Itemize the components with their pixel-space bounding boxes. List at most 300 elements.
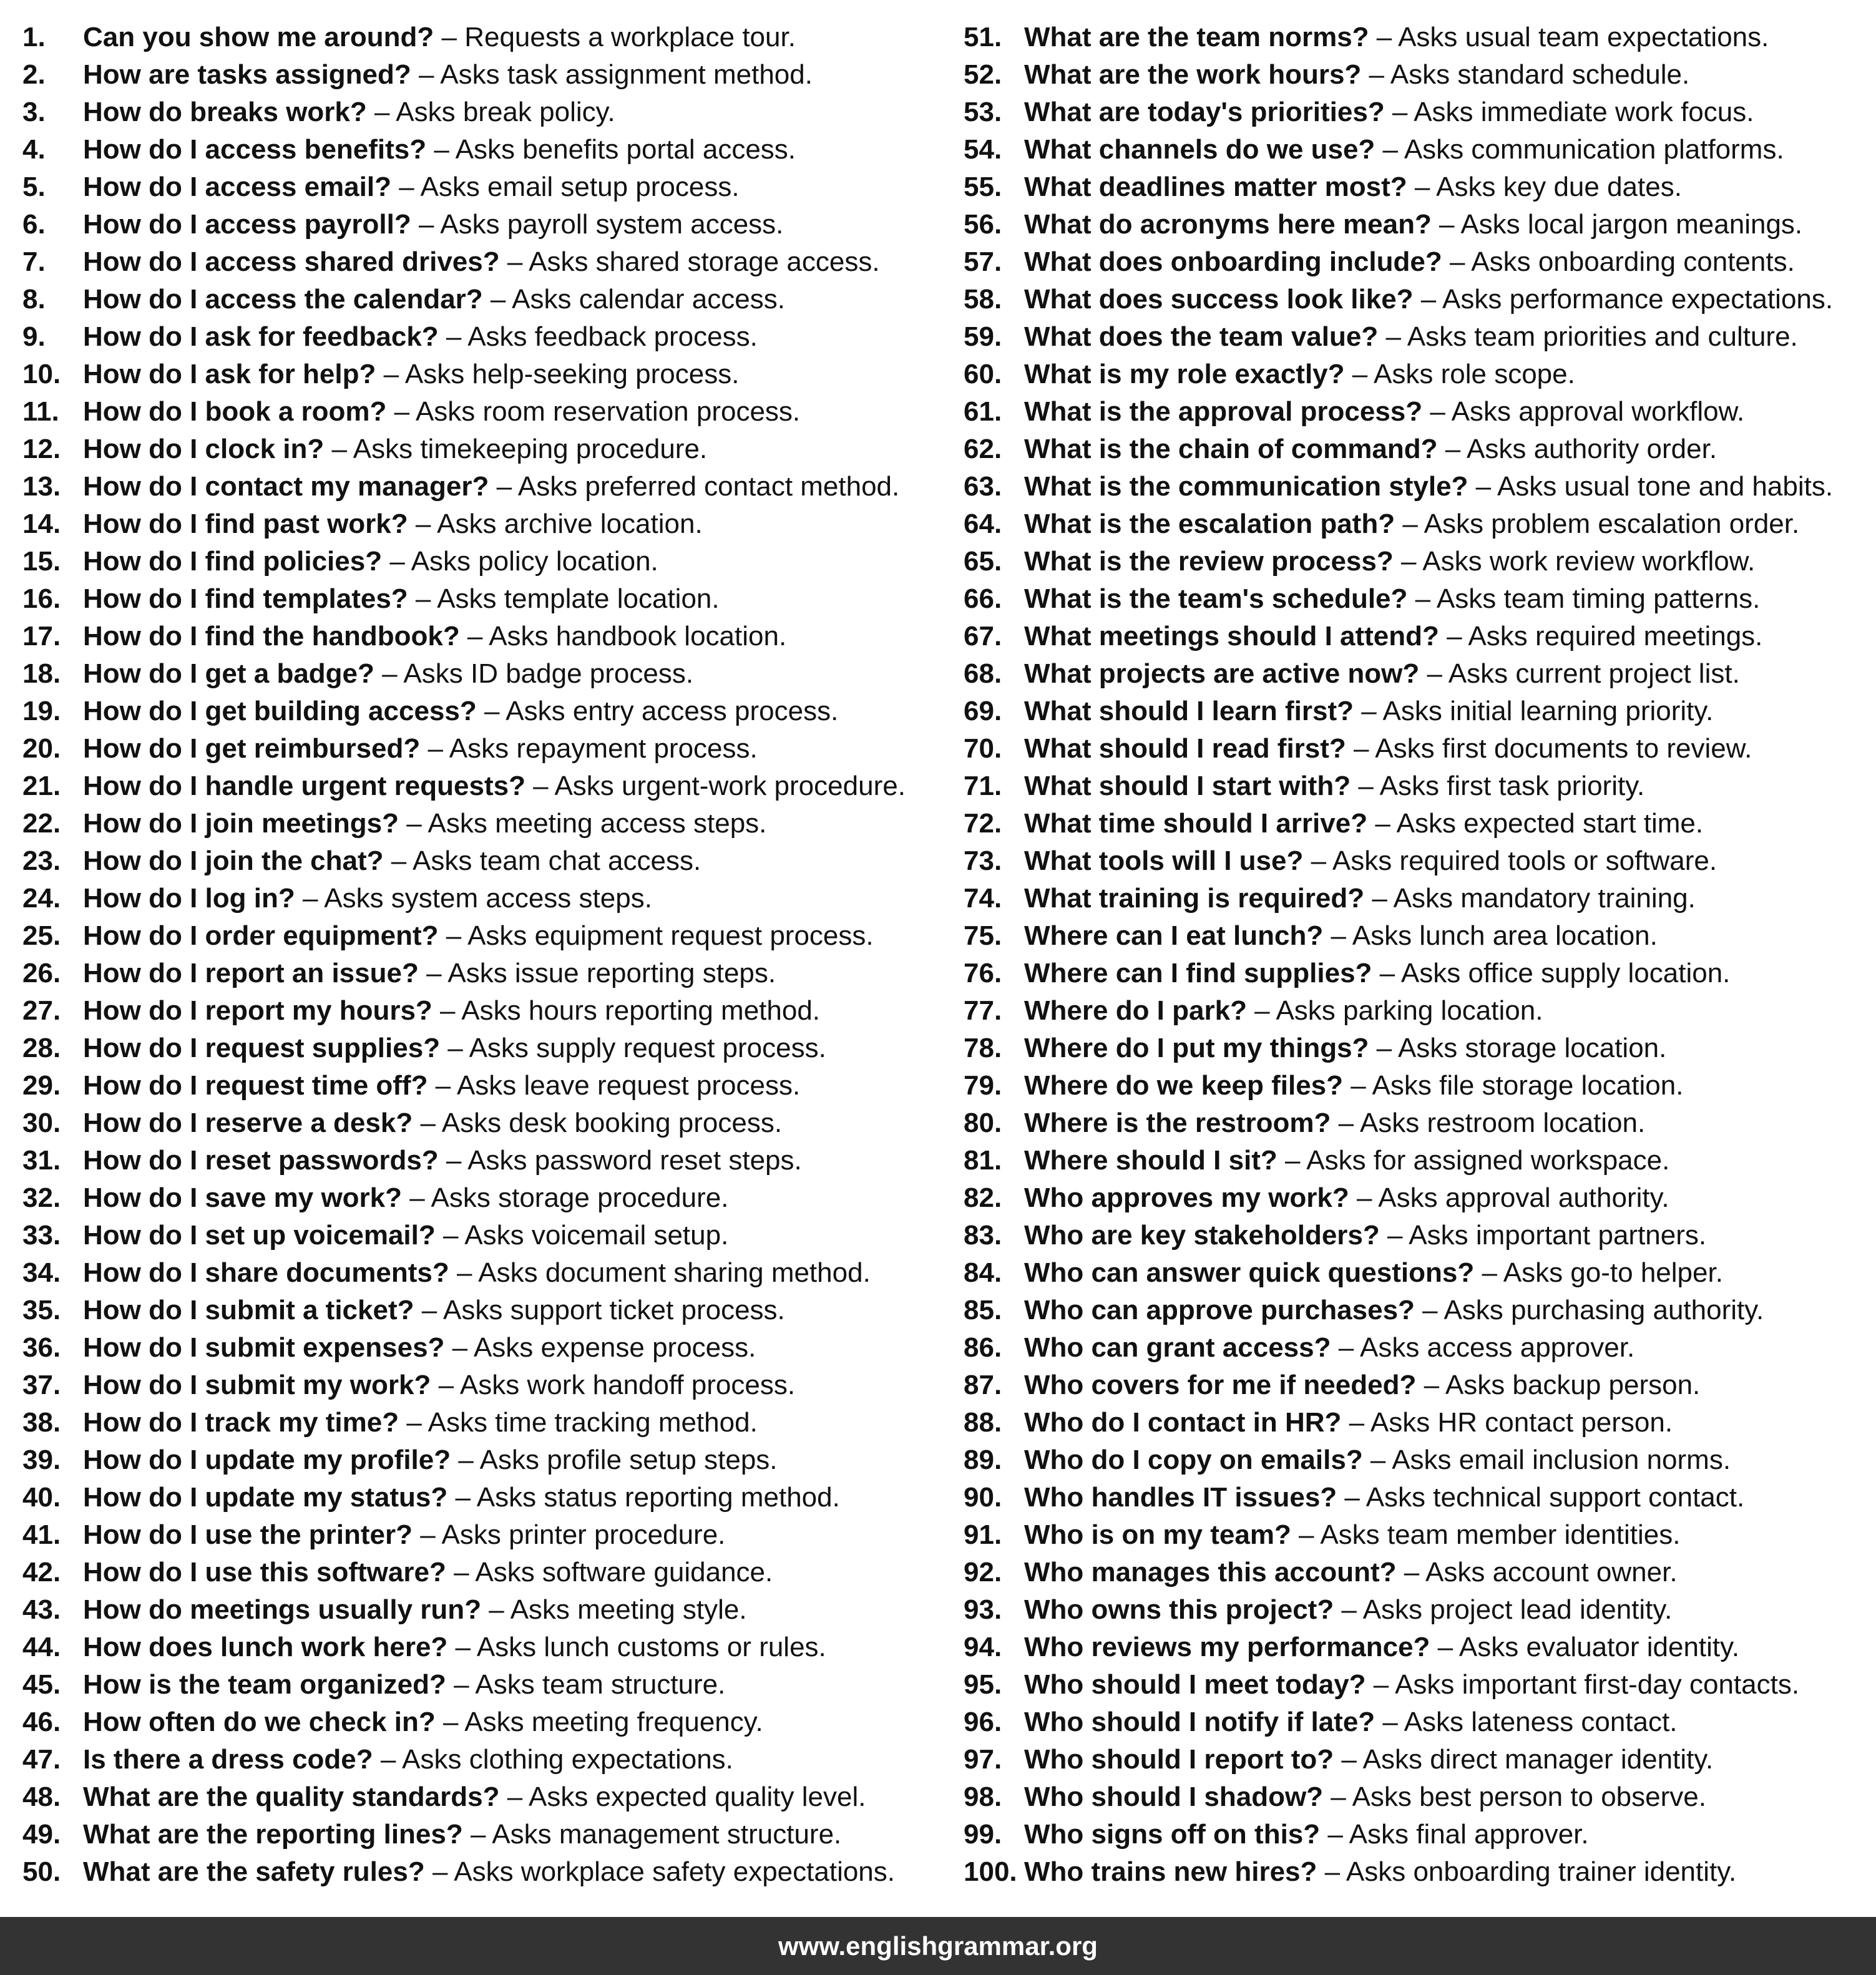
list-item <box>22 1404 946 1441</box>
item-separator: – <box>481 1594 511 1625</box>
list-item <box>22 1778 946 1816</box>
item-separator: – <box>438 321 468 352</box>
item-description: Asks expected quality level. <box>528 1782 866 1812</box>
item-text <box>83 1516 725 1554</box>
list-item <box>22 655 946 693</box>
item-question: What projects are active now? <box>1024 658 1420 689</box>
item-description: Asks lateness contact. <box>1404 1707 1678 1737</box>
item-separator: – <box>1439 621 1468 651</box>
item-text <box>1024 1479 1744 1516</box>
item-separator: – <box>1303 846 1332 876</box>
item-text <box>1024 1254 1723 1292</box>
item-text <box>1024 1292 1764 1329</box>
item-number: 31. <box>22 1145 61 1176</box>
item-description: Asks profile setup steps. <box>479 1445 778 1475</box>
list-item <box>964 655 1876 693</box>
item-question: What should I read first? <box>1024 733 1346 764</box>
item-question: Who manages this account? <box>1024 1557 1397 1587</box>
item-separator: – <box>1334 1594 1363 1625</box>
item-number: 66. <box>964 583 1002 614</box>
item-separator: – <box>446 1557 476 1587</box>
item-description: Asks required meetings. <box>1468 621 1763 651</box>
list-item <box>22 618 946 655</box>
item-question: What are today's priorities? <box>1024 97 1385 127</box>
list-item <box>964 505 1876 543</box>
item-description: Asks lunch customs or rules. <box>476 1632 826 1662</box>
list-item <box>964 1329 1876 1367</box>
item-separator: – <box>435 1220 465 1251</box>
item-description: Asks handbook location. <box>489 621 787 651</box>
item-number: 96. <box>964 1707 1002 1737</box>
item-separator: – <box>295 883 325 914</box>
item-text <box>1024 1591 1672 1629</box>
item-question: How do I access the calendar? <box>83 284 483 315</box>
item-question: How do I contact my manager? <box>83 471 489 502</box>
item-text <box>1024 917 1658 955</box>
item-separator: – <box>1413 284 1443 315</box>
item-question: How often do we check in? <box>83 1707 436 1737</box>
item-text <box>83 131 796 168</box>
item-question: How do I update my status? <box>83 1482 448 1513</box>
item-number: 15. <box>22 546 61 577</box>
item-question: Who signs off on this? <box>1024 1819 1321 1850</box>
item-description: Asks technical support contact. <box>1365 1482 1745 1513</box>
item-text <box>1024 1142 1669 1179</box>
item-number: 82. <box>964 1183 1002 1213</box>
item-text <box>1024 468 1833 505</box>
item-text <box>83 693 838 730</box>
item-question: How do I find templates? <box>83 583 408 614</box>
item-number: 65. <box>964 546 1002 577</box>
item-question: How do I order equipment? <box>83 920 439 951</box>
list-item <box>964 356 1876 393</box>
item-description: Asks problem escalation order. <box>1424 509 1800 539</box>
item-separator: – <box>1369 1033 1398 1063</box>
item-number: 25. <box>22 920 61 951</box>
item-text <box>83 730 758 768</box>
item-description: Asks direct manager identity. <box>1362 1744 1714 1775</box>
item-question: What should I learn first? <box>1024 696 1354 726</box>
item-question: Who approves my work? <box>1024 1183 1349 1213</box>
item-text <box>1024 243 1795 281</box>
item-question: Who can answer quick questions? <box>1024 1257 1475 1288</box>
item-separator: – <box>435 1707 465 1737</box>
list-item <box>964 1816 1876 1853</box>
item-number: 54. <box>964 134 1002 165</box>
item-description: Asks go-to helper. <box>1503 1257 1723 1288</box>
item-description: Asks hours reporting method. <box>461 995 821 1026</box>
item-description: Asks team member identities. <box>1320 1519 1681 1550</box>
list-item <box>22 505 946 543</box>
list-item <box>964 955 1876 992</box>
item-separator: – <box>408 509 437 539</box>
item-separator: – <box>1334 1744 1363 1775</box>
item-question: How do I book a room? <box>83 396 387 427</box>
item-separator: – <box>324 434 353 464</box>
item-number: 68. <box>964 658 1002 689</box>
item-number: 70. <box>964 733 1002 764</box>
item-separator: – <box>1323 1782 1352 1812</box>
item-text <box>1024 1704 1677 1741</box>
list-item <box>22 431 946 468</box>
item-question: How do I join the chat? <box>83 846 384 876</box>
item-text <box>1024 580 1760 618</box>
item-separator: – <box>459 621 489 651</box>
item-separator: – <box>438 1145 468 1176</box>
list-item <box>964 880 1876 917</box>
item-separator: – <box>438 920 468 951</box>
item-number: 27. <box>22 995 61 1026</box>
item-description: Asks access approver. <box>1359 1332 1635 1363</box>
item-description: Asks expected start time. <box>1396 808 1704 839</box>
item-question: What is the approval process? <box>1024 396 1423 427</box>
item-question: How do breaks work? <box>83 97 367 127</box>
item-number: 55. <box>964 172 1002 202</box>
item-number: 64. <box>964 509 1002 539</box>
item-text <box>1024 842 1717 880</box>
item-text <box>83 655 693 693</box>
item-question: Where should I sit? <box>1024 1145 1278 1176</box>
item-question: What are the reporting lines? <box>83 1819 463 1850</box>
item-number: 69. <box>964 696 1002 726</box>
item-text <box>83 992 820 1030</box>
item-question: How is the team organized? <box>83 1669 446 1700</box>
item-description: Asks onboarding contents. <box>1471 246 1795 277</box>
item-question: What are the quality standards? <box>83 1782 500 1812</box>
list-item <box>964 730 1876 768</box>
item-question: How do I set up voicemail? <box>83 1220 436 1251</box>
item-text <box>83 1554 773 1591</box>
item-question: How do I reset passwords? <box>83 1145 439 1176</box>
item-description: Asks task assignment method. <box>440 59 813 90</box>
item-question: How do I submit my work? <box>83 1370 431 1400</box>
item-separator: – <box>1344 359 1374 389</box>
item-number: 88. <box>964 1407 1002 1438</box>
list-item <box>964 56 1876 94</box>
item-separator: – <box>418 958 448 988</box>
item-question: How do I access shared drives? <box>83 246 500 277</box>
item-number: 95. <box>964 1669 1002 1700</box>
item-question: What is the review process? <box>1024 546 1394 577</box>
item-number: 79. <box>964 1070 1002 1101</box>
list-item <box>22 768 946 805</box>
item-separator: – <box>1354 696 1383 726</box>
list-item <box>964 1516 1876 1554</box>
item-text <box>1024 1105 1645 1142</box>
list-item <box>964 805 1876 842</box>
list-item <box>22 1329 946 1367</box>
item-separator: – <box>1474 1257 1503 1288</box>
item-number: 59. <box>964 321 1002 352</box>
list-item <box>964 1629 1876 1666</box>
item-question: What are the team norms? <box>1024 22 1369 52</box>
item-question: Who can approve purchases? <box>1024 1295 1415 1325</box>
item-text <box>1024 618 1762 655</box>
item-question: How do I get reimbursed? <box>83 733 421 764</box>
item-description: Asks payroll system access. <box>440 209 784 240</box>
item-number: 58. <box>964 284 1002 315</box>
item-question: Who should I notify if late? <box>1024 1707 1375 1737</box>
footer-website[interactable]: www.englishgrammar.org <box>778 1931 1098 1961</box>
item-question: How do I use the printer? <box>83 1519 413 1550</box>
item-description: Asks time tracking method. <box>427 1407 758 1438</box>
list-item <box>22 1516 946 1554</box>
item-description: Asks mandatory training. <box>1393 883 1696 914</box>
list-item <box>964 1853 1876 1891</box>
item-separator: – <box>1396 1557 1426 1587</box>
item-separator: – <box>386 396 416 427</box>
item-separator: – <box>411 59 441 90</box>
item-number: 3. <box>22 97 46 127</box>
item-separator: – <box>1422 396 1452 427</box>
list-item <box>22 1254 946 1292</box>
item-separator: – <box>382 546 411 577</box>
item-description: Asks status reporting method. <box>476 1482 840 1513</box>
item-separator: – <box>431 1370 460 1400</box>
item-text <box>1024 56 1689 94</box>
left-column <box>22 19 946 1891</box>
item-question: How do I reserve a desk? <box>83 1108 413 1138</box>
item-description: Asks meeting frequency. <box>464 1707 763 1737</box>
item-text <box>83 543 658 580</box>
item-number: 92. <box>964 1557 1002 1587</box>
item-separator: – <box>1341 1407 1370 1438</box>
item-description: Asks feedback process. <box>467 321 758 352</box>
item-description: Asks benefits portal access. <box>455 134 796 165</box>
item-text <box>1024 1516 1680 1554</box>
list-item <box>22 1816 946 1853</box>
item-number: 50. <box>22 1856 61 1887</box>
list-item <box>964 1666 1876 1704</box>
list-item <box>22 281 946 318</box>
item-number: 89. <box>964 1445 1002 1475</box>
item-separator: – <box>413 1519 442 1550</box>
item-separator: – <box>1343 1070 1372 1101</box>
list-item <box>22 805 946 842</box>
item-separator: – <box>1419 658 1449 689</box>
item-text <box>83 768 906 805</box>
item-number: 22. <box>22 808 61 839</box>
item-number: 40. <box>22 1482 61 1513</box>
item-separator: – <box>482 284 512 315</box>
item-text <box>1024 730 1752 768</box>
item-separator: – <box>1331 1332 1360 1363</box>
item-separator: – <box>413 1108 442 1138</box>
item-description: Asks equipment request process. <box>467 920 874 951</box>
item-question: Where can I find supplies? <box>1024 958 1372 988</box>
item-description: Asks template location. <box>437 583 720 614</box>
item-question: How do I access email? <box>83 172 391 202</box>
list-item <box>22 1629 946 1666</box>
item-description: Asks role scope. <box>1374 359 1575 389</box>
item-number: 16. <box>22 583 61 614</box>
item-question: How do I share documents? <box>83 1257 449 1288</box>
item-number: 20. <box>22 733 61 764</box>
item-separator: – <box>1246 995 1276 1026</box>
item-text <box>1024 19 1769 56</box>
item-question: Who covers for me if needed? <box>1024 1370 1417 1400</box>
item-number: 46. <box>22 1707 61 1737</box>
item-separator: – <box>402 1183 431 1213</box>
item-number: 57. <box>964 246 1002 277</box>
item-text <box>83 56 813 94</box>
item-question: How do I submit a ticket? <box>83 1295 414 1325</box>
item-question: How do I access payroll? <box>83 209 411 240</box>
item-separator: – <box>366 97 396 127</box>
item-separator: – <box>373 1744 403 1775</box>
item-text <box>83 1778 866 1816</box>
item-question: Who trains new hires? <box>1024 1856 1317 1887</box>
item-description: Asks immediate work focus. <box>1414 97 1754 127</box>
item-question: What is the communication style? <box>1024 471 1468 502</box>
item-description: Asks account owner. <box>1425 1557 1678 1587</box>
item-description: Asks final approver. <box>1349 1819 1589 1850</box>
list-item <box>964 393 1876 431</box>
item-separator: – <box>1393 546 1423 577</box>
item-number: 75. <box>964 920 1002 951</box>
item-text <box>1024 356 1575 393</box>
list-item <box>22 1292 946 1329</box>
item-number: 24. <box>22 883 61 914</box>
right-column <box>964 19 1876 1891</box>
item-question: Is there a dress code? <box>83 1744 373 1775</box>
list-item <box>22 1591 946 1629</box>
item-separator: – <box>489 471 518 502</box>
item-text <box>1024 1441 1731 1479</box>
item-number: 18. <box>22 658 61 689</box>
item-number: 74. <box>964 883 1002 914</box>
item-number: 30. <box>22 1108 61 1138</box>
item-separator: – <box>383 846 413 876</box>
item-description: Asks shared storage access. <box>529 246 880 277</box>
item-separator: – <box>1317 1856 1346 1887</box>
item-question: Who is on my team? <box>1024 1519 1291 1550</box>
item-text <box>83 281 785 318</box>
item-question: Where do I put my things? <box>1024 1033 1369 1063</box>
item-separator: – <box>451 1445 480 1475</box>
item-question: How do I submit expenses? <box>83 1332 445 1363</box>
list-item <box>964 468 1876 505</box>
item-number: 61. <box>964 396 1002 427</box>
item-separator: – <box>1395 509 1424 539</box>
item-separator: – <box>1351 771 1380 801</box>
list-item <box>964 1591 1876 1629</box>
item-description: Asks onboarding trainer identity. <box>1346 1856 1737 1887</box>
item-question: How does lunch work here? <box>83 1632 448 1662</box>
item-text <box>83 618 786 655</box>
item-number: 38. <box>22 1407 61 1438</box>
item-separator: – <box>1323 920 1352 951</box>
item-separator: – <box>408 583 437 614</box>
item-question: What is the chain of command? <box>1024 434 1438 464</box>
item-separator: – <box>1384 97 1414 127</box>
item-question: What deadlines matter most? <box>1024 172 1407 202</box>
item-separator: – <box>1372 958 1401 988</box>
item-question: Who do I copy on emails? <box>1024 1445 1363 1475</box>
item-separator: – <box>1414 1295 1444 1325</box>
item-text <box>1024 1629 1739 1666</box>
item-number: 67. <box>964 621 1002 651</box>
list-item <box>22 1441 946 1479</box>
item-text <box>83 1591 747 1629</box>
item-question: What do acronyms here mean? <box>1024 209 1432 240</box>
item-description: Asks evaluator identity. <box>1458 1632 1740 1662</box>
list-item <box>964 842 1876 880</box>
item-separator: – <box>426 134 456 165</box>
item-number: 28. <box>22 1033 61 1063</box>
item-number: 43. <box>22 1594 61 1625</box>
list-item <box>964 131 1876 168</box>
item-text <box>1024 1179 1669 1217</box>
item-description: Asks performance expectations. <box>1442 284 1834 315</box>
item-number: 4. <box>22 134 46 165</box>
list-item <box>22 1741 946 1778</box>
item-number: 7. <box>22 246 46 277</box>
item-number: 33. <box>22 1220 61 1251</box>
item-separator: – <box>1320 1819 1349 1850</box>
item-question: What tools will I use? <box>1024 846 1304 876</box>
item-question: What should I start with? <box>1024 771 1351 801</box>
item-text <box>83 1816 841 1853</box>
item-text <box>1024 94 1754 131</box>
item-text <box>83 1853 895 1891</box>
item-separator: – <box>424 1856 454 1887</box>
item-question: What training is required? <box>1024 883 1365 914</box>
item-description: Asks storage procedure. <box>431 1183 729 1213</box>
list-item <box>22 1367 946 1404</box>
item-question: How do I handle urgent requests? <box>83 771 525 801</box>
list-item <box>22 1142 946 1179</box>
list-item <box>22 880 946 917</box>
item-text <box>1024 1404 1673 1441</box>
item-description: Asks room reservation process. <box>415 396 801 427</box>
item-description: Asks usual team expectations. <box>1398 22 1769 52</box>
item-description: Asks urgent-work procedure. <box>554 771 906 801</box>
item-separator: – <box>1337 1482 1366 1513</box>
item-description: Asks HR contact person. <box>1370 1407 1673 1438</box>
item-question: How do I report my hours? <box>83 995 432 1026</box>
item-separator: – <box>1437 434 1467 464</box>
item-question: Who handles IT issues? <box>1024 1482 1337 1513</box>
item-text <box>83 1479 840 1516</box>
list-item <box>22 1853 946 1891</box>
item-text <box>1024 1554 1678 1591</box>
item-description: Asks entry access process. <box>506 696 839 726</box>
item-separator: – <box>1407 583 1437 614</box>
item-number: 87. <box>964 1370 1002 1400</box>
list-item <box>22 56 946 94</box>
item-description: Asks first task priority. <box>1379 771 1645 801</box>
item-separator: – <box>446 1669 476 1700</box>
list-item <box>22 1704 946 1741</box>
list-item <box>22 917 946 955</box>
item-number: 6. <box>22 209 46 240</box>
item-number: 26. <box>22 958 61 988</box>
list-item <box>22 1479 946 1516</box>
item-description: Asks restroom location. <box>1359 1108 1646 1138</box>
list-item <box>22 693 946 730</box>
item-separator: – <box>476 696 506 726</box>
list-item <box>22 318 946 356</box>
list-item <box>964 1404 1876 1441</box>
item-text <box>83 505 703 543</box>
item-question: How do I report an issue? <box>83 958 419 988</box>
item-text <box>1024 805 1703 842</box>
list-item <box>964 1254 1876 1292</box>
item-question: How do I ask for help? <box>83 359 376 389</box>
item-number: 34. <box>22 1257 61 1288</box>
item-separator: – <box>434 22 465 52</box>
